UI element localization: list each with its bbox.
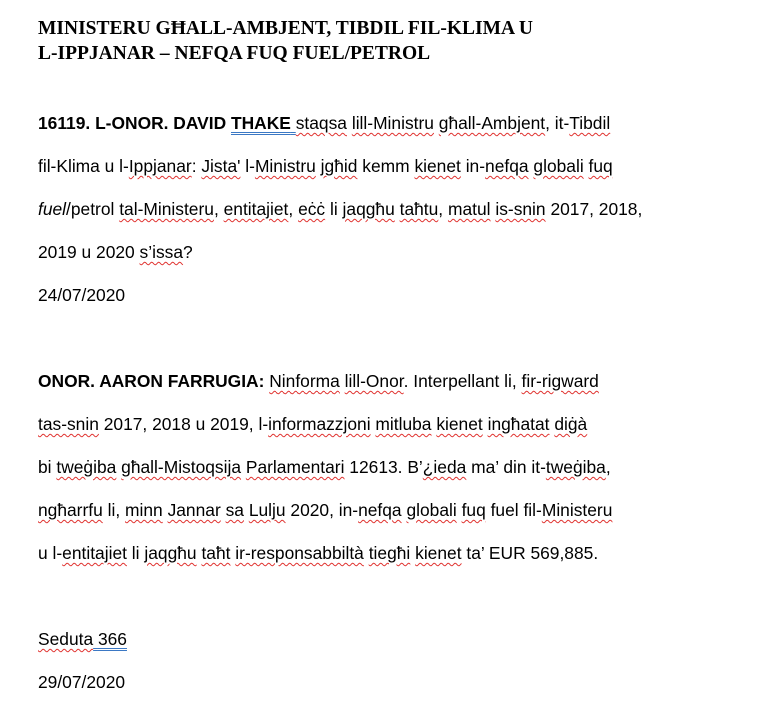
sitting-reference — [38, 627, 127, 651]
question-line-2: fil-Klima u l-Ippjanar: Jista' l-Ministru jgħid kemm kienet in-nefqa globali fuq — [38, 156, 613, 176]
question-line-1: 16119. L-ONOR. DAVID THAKE staqsa lill-Ministru għall-Ambjent, it-Tibdil — [38, 113, 611, 133]
title-line-1: MINISTERU GĦALL-AMBJENT, TIBDIL FIL-KLIMA U — [38, 18, 533, 39]
sitting-number: 366 — [97, 629, 127, 649]
answer-line-1: ONOR. AARON FARRUGIA: Ninforma lill-Onor. Interpellant li, fir-rigward — [38, 371, 599, 391]
minister-name: ONOR. AARON FARRUGIA: — [38, 371, 265, 391]
fuel-italic-word: fuel — [38, 199, 67, 219]
question-line-3: fuel/petrol tal-Ministeru, entitajiet, eċċ li jaqgħu taħtu, matul is-snin 2017, 2018, — [38, 199, 643, 219]
answer-line-4: ngħarrfu li, minn Jannar sa Lulju 2020, in-nefqa globali fuq fuel fil-Ministeru — [38, 500, 613, 520]
answer-date: 29/07/2020 — [38, 672, 126, 692]
answer-line-2: tas-snin 2017, 2018 u 2019, l-informazzjoni mitluba kienet ingħatat diġà — [38, 414, 588, 434]
answer-line-3: bi tweġiba għall-Mistoqsija Parlamentari 12613. B’¿ieda ma’ din it-tweġiba, — [38, 457, 611, 477]
question-number-and-mp: 16119. L-ONOR. DAVID — [38, 113, 227, 133]
title-line-2: L-IPPJANAR – NEFQA FUQ FUEL/PETROL — [38, 43, 431, 64]
question-line-4: 2019 u 2020 s’issa? — [38, 242, 193, 262]
page-title — [38, 16, 738, 66]
sitting-word: Seduta — [38, 629, 94, 649]
question-date: 24/07/2020 — [38, 285, 126, 305]
answer-line-5: u l-entitajiet li jaqgħu taħt ir-responsabbiltà tiegħi kienet ta’ EUR 569,885. — [38, 543, 599, 563]
mp-surname: THAKE — [230, 113, 291, 133]
